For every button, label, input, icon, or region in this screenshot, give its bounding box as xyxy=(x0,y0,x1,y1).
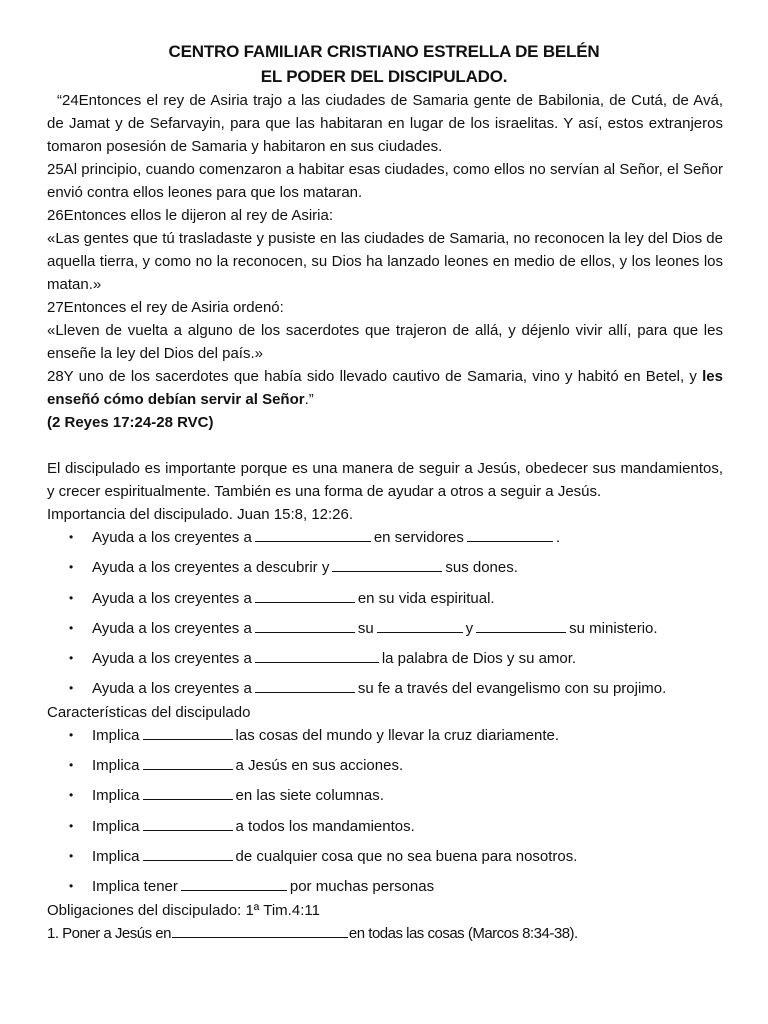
item-text: las cosas del mundo y llevar la cruz diariamente. xyxy=(235,726,559,744)
importance-item xyxy=(47,617,723,647)
item-text: Ayuda a los creyentes a xyxy=(92,589,252,607)
characteristics-heading: Características del discipulado xyxy=(47,703,251,721)
characteristic-item xyxy=(47,875,723,905)
verse-25: 25Al principio, cuando comenzaron a habitar esas ciudades, como ellos no servían al Señor, el Señor envió contra ellos leones para que los mataran. xyxy=(47,161,723,201)
fill-blank[interactable] xyxy=(255,677,355,693)
fill-blank[interactable] xyxy=(143,754,233,770)
characteristic-item xyxy=(47,784,723,814)
spacer xyxy=(47,434,723,457)
characteristic-item xyxy=(47,724,723,754)
fill-blank[interactable] xyxy=(181,875,287,891)
importance-list xyxy=(47,526,723,708)
item-text: Implica xyxy=(92,847,140,865)
characteristic-item xyxy=(47,815,723,845)
fill-blank[interactable] xyxy=(476,617,566,633)
importance-item xyxy=(47,526,723,556)
item-text: en las siete columnas. xyxy=(235,787,384,805)
fill-blank[interactable] xyxy=(255,526,371,542)
item-text: su ministerio. xyxy=(569,619,658,637)
characteristics-list xyxy=(47,724,723,906)
item-text: Ayuda a los creyentes a xyxy=(92,529,252,546)
document-body xyxy=(47,89,723,945)
verse-28-text: 28Y uno de los sacerdotes que había sido llevado cautivo de Samaria, vino y habitó en Betel, y xyxy=(47,368,697,385)
document-title: CENTRO FAMILIAR CRISTIANO ESTRELLA DE BELÉN xyxy=(168,42,600,61)
verse-27: 27Entonces el rey de Asiria ordenó: xyxy=(47,299,284,316)
item-text: Ayuda a los creyentes a xyxy=(92,619,252,637)
item-text: en su vida espiritual. xyxy=(357,589,495,607)
fill-blank[interactable] xyxy=(255,617,355,633)
fill-blank[interactable] xyxy=(143,845,233,861)
scripture-reference: (2 Reyes 17:24-28 RVC) xyxy=(47,414,214,431)
item-text: sus dones. xyxy=(445,559,518,577)
item-text: Implica xyxy=(92,817,140,835)
item-text: 1. Poner a Jesús en xyxy=(47,924,171,942)
item-text: la palabra de Dios y su amor. xyxy=(381,650,577,668)
item-text: su xyxy=(357,619,374,637)
verse-28 xyxy=(47,365,723,411)
verse-24: “24Entonces el rey de Asiria trajo a las ciudades de Samaria gente de Babilonia, de Cutá, de Avá, de Jamat y de Sefarvayin, para que las habitaran en lugar de los israelitas. Y así, estos extranjeros tomaron posesión de Samaria y habitaron en sus ciudades. xyxy=(47,92,723,155)
characteristic-item xyxy=(47,845,723,875)
item-text: en todas las cosas (Marcos 8:34-38). xyxy=(348,924,578,942)
item-text: a todos los mandamientos. xyxy=(235,817,415,835)
fill-blank[interactable] xyxy=(255,587,355,603)
importance-item xyxy=(47,647,723,677)
item-text: en servidores xyxy=(373,529,464,546)
item-text: a Jesús en sus acciones. xyxy=(235,757,404,775)
item-text: Ayuda a los creyentes a xyxy=(92,680,252,698)
fill-blank[interactable] xyxy=(172,922,348,938)
document-subtitle: EL PODER DEL DISCIPULADO. xyxy=(260,67,508,86)
item-text: Ayuda a los creyentes a xyxy=(92,650,252,668)
item-text: Implica tener xyxy=(92,878,178,896)
item-text: y xyxy=(465,619,474,637)
characteristic-item xyxy=(47,754,723,784)
item-text: su fe a través del evangelismo con su projimo. xyxy=(357,680,667,698)
item-text: Implica xyxy=(92,787,140,805)
obligations-heading: Obligaciones del discipulado: 1ª Tim.4:11 xyxy=(47,901,320,919)
verse-27-quote: «Lleven de vuelta a alguno de los sacerdotes que trajeron de allá, y déjenlo vivir allí, para que les enseñe la ley del Dios del país.» xyxy=(47,322,723,362)
importance-item xyxy=(47,556,723,586)
importance-heading: Importancia del discipulado. Juan 15:8, 12:26. xyxy=(47,506,354,523)
verse-26-quote: «Las gentes que tú trasladaste y pusiste en las ciudades de Samaria, no reconocen la ley del Dios de aquella tierra, y como no la reconocen, su Dios ha lanzado leones en medio de ellos, y los leones los matan.» xyxy=(47,230,723,293)
item-text: de cualquier cosa que no sea buena para nosotros. xyxy=(235,847,578,865)
intro-paragraph: El discipulado es importante porque es una manera de seguir a Jesús, obedecer sus mandamientos, y crecer espiritualmente. También es una forma de ayudar a otros a seguir a Jesús. xyxy=(47,460,723,500)
item-text: Implica xyxy=(92,757,140,775)
fill-blank[interactable] xyxy=(143,784,233,800)
fill-blank[interactable] xyxy=(377,617,463,633)
fill-blank[interactable] xyxy=(332,556,442,572)
item-text: . xyxy=(555,529,561,546)
fill-blank[interactable] xyxy=(143,815,233,831)
fill-blank[interactable] xyxy=(467,526,553,542)
importance-item xyxy=(47,587,723,617)
item-text: Ayuda a los creyentes a descubrir y xyxy=(92,559,330,577)
item-text: por muchas personas xyxy=(289,878,435,896)
verse-28-end: .” xyxy=(304,391,314,408)
fill-blank[interactable] xyxy=(143,724,233,740)
verse-28-bold: les enseñó cómo debían servir al Señor xyxy=(47,368,723,408)
verse-26: 26Entonces ellos le dijeron al rey de Asiria: xyxy=(47,207,333,224)
fill-blank[interactable] xyxy=(255,647,379,663)
obligation-item xyxy=(47,922,723,945)
item-text: Implica xyxy=(92,726,140,744)
importance-item xyxy=(47,677,723,707)
